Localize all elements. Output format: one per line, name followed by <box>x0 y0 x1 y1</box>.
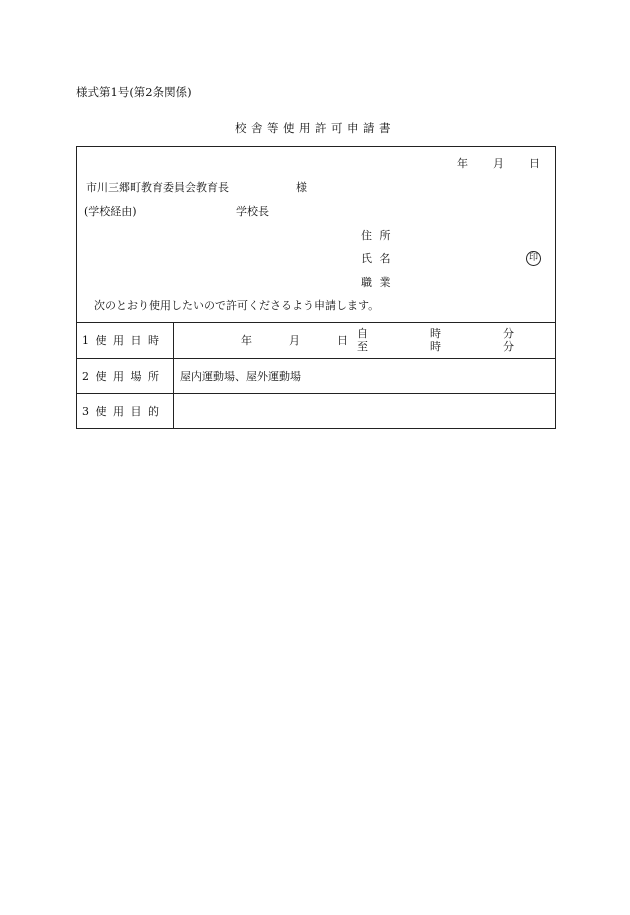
from-minute: 分 <box>503 327 514 340</box>
usage-day: 日 <box>337 334 348 347</box>
row-divider-2 <box>76 358 556 359</box>
addressee: 市川三郷町教育委員会教育長 <box>86 181 229 194</box>
usage-year: 年 <box>241 334 252 347</box>
seal-mark-icon: 印 <box>526 251 541 266</box>
date-day: 日 <box>529 157 540 170</box>
row-divider-1 <box>76 322 556 323</box>
date-month: 月 <box>493 157 504 170</box>
principal-label: 学校長 <box>236 205 269 218</box>
to-minute: 分 <box>503 340 514 353</box>
to-label: 至 <box>357 340 368 353</box>
label-column-divider <box>173 322 174 429</box>
document-title: 校舎等使用許可申請書 <box>235 121 395 135</box>
date-year: 年 <box>457 157 468 170</box>
to-hour: 時 <box>430 340 441 353</box>
form-number-label: 様式第1号(第2条関係) <box>76 85 192 99</box>
row-label-date-time: 1 使 用 日 時 <box>82 334 159 347</box>
application-statement: 次のとおり使用したいので許可くださるよう申請します。 <box>94 299 380 312</box>
row-label-purpose: 3 使 用 目 的 <box>82 405 159 418</box>
row-divider-3 <box>76 393 556 394</box>
usage-month: 月 <box>289 334 300 347</box>
name-label: 氏 名 <box>361 252 391 265</box>
from-label: 自 <box>357 327 368 340</box>
occupation-label: 職 業 <box>361 276 391 289</box>
addressee-honorific: 様 <box>296 181 307 194</box>
row-label-location: 2 使 用 場 所 <box>82 370 159 383</box>
from-hour: 時 <box>430 327 441 340</box>
via-school: (学校経由) <box>84 205 137 218</box>
address-label: 住 所 <box>361 229 391 242</box>
usage-location-value: 屋内運動場、屋外運動場 <box>180 370 301 383</box>
